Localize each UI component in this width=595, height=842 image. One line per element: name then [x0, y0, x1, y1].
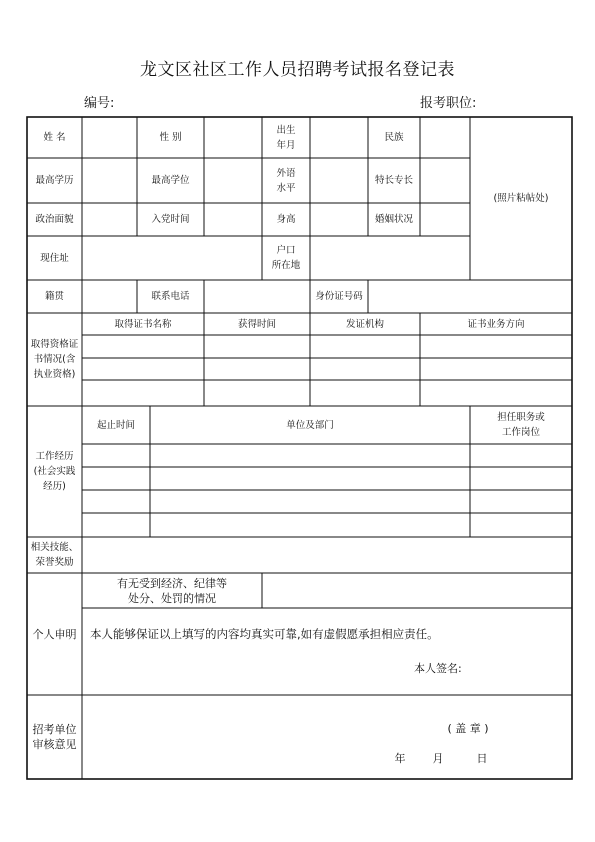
label-education: 最高学历 [35, 175, 74, 186]
hukou-field[interactable] [310, 236, 470, 280]
label-specialty: 特长专长 [374, 175, 413, 186]
label-certificates: 取得资格证 书情况(含 执业资格) [30, 339, 79, 380]
politics-field[interactable] [82, 203, 137, 236]
work-header-unit: 单位及部门 [286, 419, 334, 431]
education-field[interactable] [82, 158, 137, 203]
label-review: 招考单位 审核意见 [32, 723, 77, 751]
cert-header-date: 获得时间 [237, 318, 276, 330]
label-hukou: 户口 所在地 [271, 245, 301, 271]
label-gender: 性 别 [159, 132, 182, 143]
work-header-position: 担任职务或 工作岗位 [497, 412, 545, 438]
id-number-field[interactable] [368, 280, 572, 313]
seal-label: ( 盖 章 ) [447, 721, 489, 735]
label-height: 身高 [276, 214, 296, 225]
foreign-language-field[interactable] [310, 158, 368, 203]
label-ethnicity: 民族 [384, 132, 404, 143]
degree-field[interactable] [204, 158, 262, 203]
ethnicity-field[interactable] [420, 117, 470, 158]
discipline-field[interactable] [262, 573, 572, 608]
birth-field[interactable] [310, 117, 368, 158]
cert-header-name: 取得证书名称 [114, 318, 172, 330]
label-phone: 联系电话 [151, 291, 190, 302]
year-label: 年 [394, 751, 406, 765]
label-declaration: 个人申明 [32, 627, 77, 641]
label-foreign-language: 外语 水平 [276, 167, 296, 194]
month-label: 月 [432, 751, 444, 765]
cert-header-direction: 证书业务方向 [467, 318, 525, 330]
work-header-period: 起止时间 [96, 419, 135, 431]
label-name: 姓 名 [43, 132, 66, 143]
party-date-field[interactable] [204, 203, 262, 236]
position-label: 报考职位: [420, 96, 477, 111]
height-field[interactable] [310, 203, 368, 236]
discipline-question: 有无受到经济、纪律等 处分、处罚的情况 [117, 576, 227, 605]
label-politics: 政治面貌 [35, 214, 74, 225]
cert-header-issuer: 发证机构 [345, 318, 384, 330]
label-work-history: 工作经历 (社会实践 经历) [33, 451, 76, 492]
phone-field[interactable] [204, 280, 310, 313]
number-label: 编号: [84, 96, 115, 111]
marital-field[interactable] [420, 203, 470, 236]
signature-field[interactable] [484, 656, 566, 680]
label-marital: 婚姻状况 [374, 214, 413, 225]
specialty-field[interactable] [420, 158, 470, 203]
label-native-place: 籍贯 [44, 291, 64, 302]
label-id-number: 身份证号码 [315, 291, 363, 302]
label-skills: 相关技能、 荣誉奖励 [30, 542, 79, 568]
photo-placeholder[interactable]: (照片粘帖处) [493, 193, 549, 204]
skills-field[interactable] [82, 537, 572, 573]
label-birth: 出生 年月 [276, 124, 296, 151]
label-party-date: 入党时间 [151, 214, 190, 225]
signature-label: 本人签名: [414, 661, 462, 675]
gender-field[interactable] [204, 117, 262, 158]
declaration-statement: 本人能够保证以上填写的内容均真实可靠,如有虚假愿承担相应责任。 [90, 626, 439, 641]
address-field[interactable] [82, 236, 262, 280]
label-degree: 最高学位 [151, 175, 190, 186]
day-label: 日 [476, 751, 488, 765]
label-address: 现住址 [40, 252, 69, 264]
name-field[interactable] [82, 117, 137, 158]
form-title: 龙文区社区工作人员招聘考试报名登记表 [140, 60, 455, 80]
native-place-field[interactable] [82, 280, 137, 313]
